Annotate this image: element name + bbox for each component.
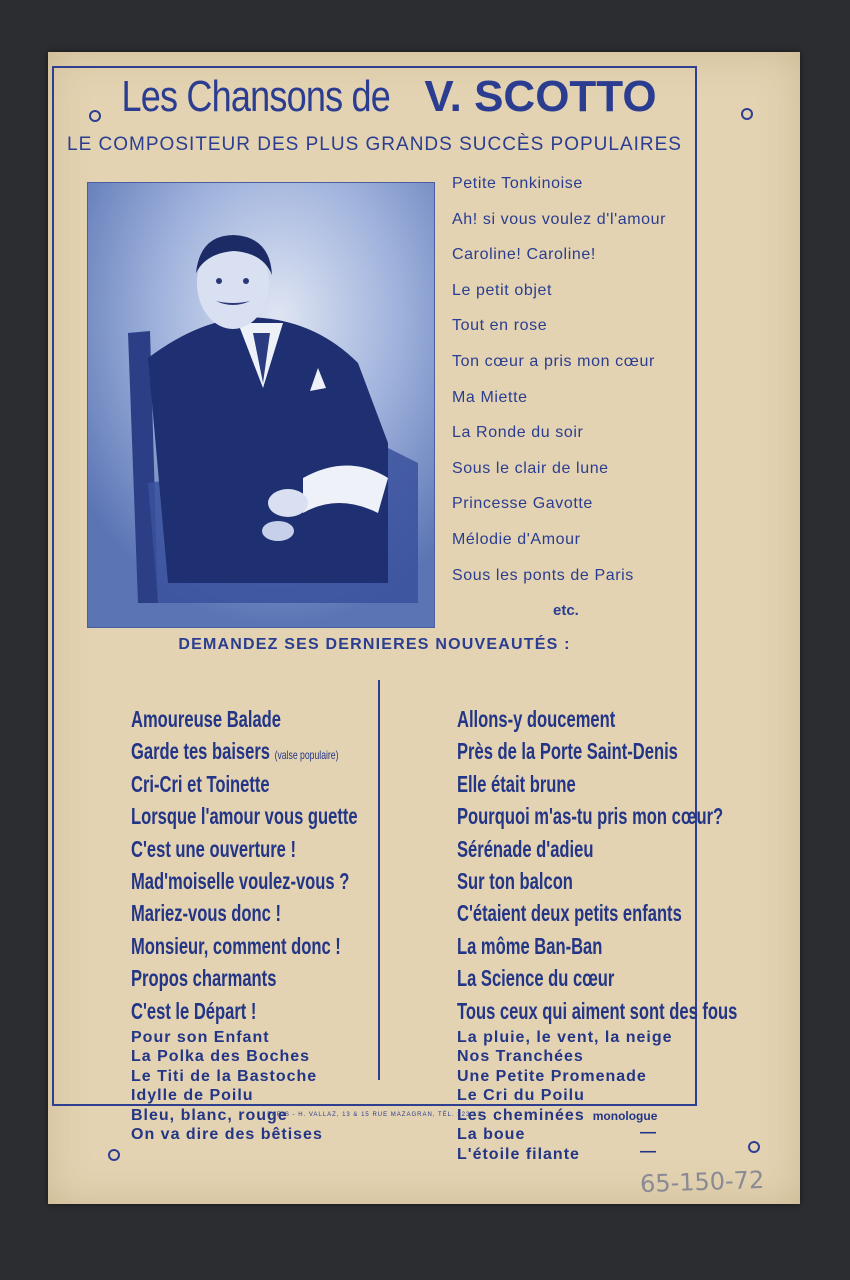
new-song-item: Nos Tranchées — [457, 1048, 584, 1066]
song-item: Mélodie d'Amour — [452, 530, 581, 548]
new-song-title: Les cheminées — [457, 1106, 585, 1124]
column-divider — [378, 680, 380, 1080]
right-new-songs-column — [457, 704, 737, 1164]
song-item: Petite Tonkinoise — [452, 175, 583, 192]
new-song-item — [131, 736, 339, 768]
song-item: Princesse Gavotte — [452, 495, 593, 513]
new-song-item: On va dire des bêtises — [131, 1126, 323, 1144]
new-song-item: Sérénade d'adieu — [457, 835, 594, 862]
new-song-item: Cri-Cri et Toinette — [131, 770, 270, 797]
new-song-item: Près de la Porte Saint-Denis — [457, 738, 678, 765]
song-item: Caroline! Caroline! — [452, 246, 596, 264]
valse-note: (valse populaire) — [274, 748, 339, 763]
ditto-dash: — — [640, 1143, 656, 1160]
famous-songs-list — [452, 172, 702, 599]
title-prefix: Les Chansons de — [121, 72, 391, 121]
new-song-item: C'est le Départ ! — [131, 997, 257, 1024]
song-item: Le petit objet — [452, 281, 553, 299]
new-song-item: Elle était brune — [457, 770, 576, 797]
new-song-item: La Science du cœur — [457, 965, 615, 992]
new-song-item: Amoureuse Balade — [131, 706, 282, 732]
new-song-item: La Polka des Boches — [131, 1048, 311, 1066]
new-song-item: C'est une ouverture ! — [131, 835, 296, 862]
song-item: Ma Miette — [452, 388, 528, 406]
title-composer-name: V. SCOTTO — [424, 72, 657, 121]
new-song-item: L'étoile filante — [457, 1145, 580, 1163]
song-item: Tout en rose — [452, 317, 548, 335]
new-song-item: Tous ceux qui aiment sont des fous — [457, 997, 738, 1024]
new-song-item: Mariez-vous donc ! — [131, 900, 281, 927]
poster-subtitle: LE COMPOSITEUR DES PLUS GRANDS SUCCÈS POPULAIRES — [67, 134, 682, 155]
new-song-item: Idylle de Poilu — [131, 1087, 254, 1105]
new-song-item: Une Petite Promenade — [457, 1067, 647, 1085]
new-song-item: Mad'moiselle voulez-vous ? — [131, 867, 350, 894]
new-song-item: Pourquoi m'as-tu pris mon cœur? — [457, 803, 724, 830]
new-song-item: Sur ton balcon — [457, 867, 573, 894]
new-song-item: La môme Ban-Ban — [457, 932, 603, 959]
printer-imprint: PARIS - H. VALLAZ, 13 & 15 RUE MAZAGRAN, TÉL. 323.13 — [267, 1112, 482, 1118]
nouveautes-heading: DEMANDEZ SES DERNIERES NOUVEAUTÉS : — [178, 636, 571, 653]
new-song-item: La boue — [457, 1126, 526, 1144]
new-song-item: Le Titi de la Bastoche — [131, 1067, 318, 1085]
etc-label: etc. — [553, 602, 579, 619]
new-song-item: Pour son Enfant — [131, 1028, 270, 1046]
song-item: La Ronde du soir — [452, 424, 584, 442]
new-song-item: La pluie, le vent, la neige — [457, 1028, 673, 1046]
song-item: Sous le clair de lune — [452, 459, 609, 477]
corner-ornament-bottom-left-icon — [108, 1149, 120, 1161]
new-song-title: Garde tes baisers — [131, 738, 271, 765]
song-item: Sous les ponts de Paris — [452, 566, 634, 584]
archive-pencil-note: 65-150-72 — [639, 1165, 765, 1199]
corner-ornament-bottom-right-icon — [748, 1141, 760, 1153]
new-song-item: Allons-y doucement — [457, 706, 616, 732]
song-item: Ton cœur a pris mon cœur — [452, 352, 655, 370]
new-song-item: C'étaient deux petits enfants — [457, 900, 682, 927]
monologue-note: monologue — [592, 1108, 658, 1123]
left-new-songs-column — [131, 704, 376, 1145]
composer-portrait — [87, 182, 435, 628]
song-item: Ah! si vous voulez d'l'amour — [452, 210, 667, 228]
ditto-dash: — — [640, 1124, 656, 1141]
new-song-item: Le Cri du Poilu — [457, 1087, 585, 1105]
corner-ornament-top-right-icon — [741, 108, 753, 120]
new-song-item: Propos charmants — [131, 965, 277, 992]
new-song-item: Lorsque l'amour vous guette — [131, 803, 358, 830]
new-song-item: Monsieur, comment donc ! — [131, 932, 341, 959]
new-song-item: Bleu, blanc, rouge — [131, 1106, 288, 1124]
poster-title — [52, 72, 697, 122]
